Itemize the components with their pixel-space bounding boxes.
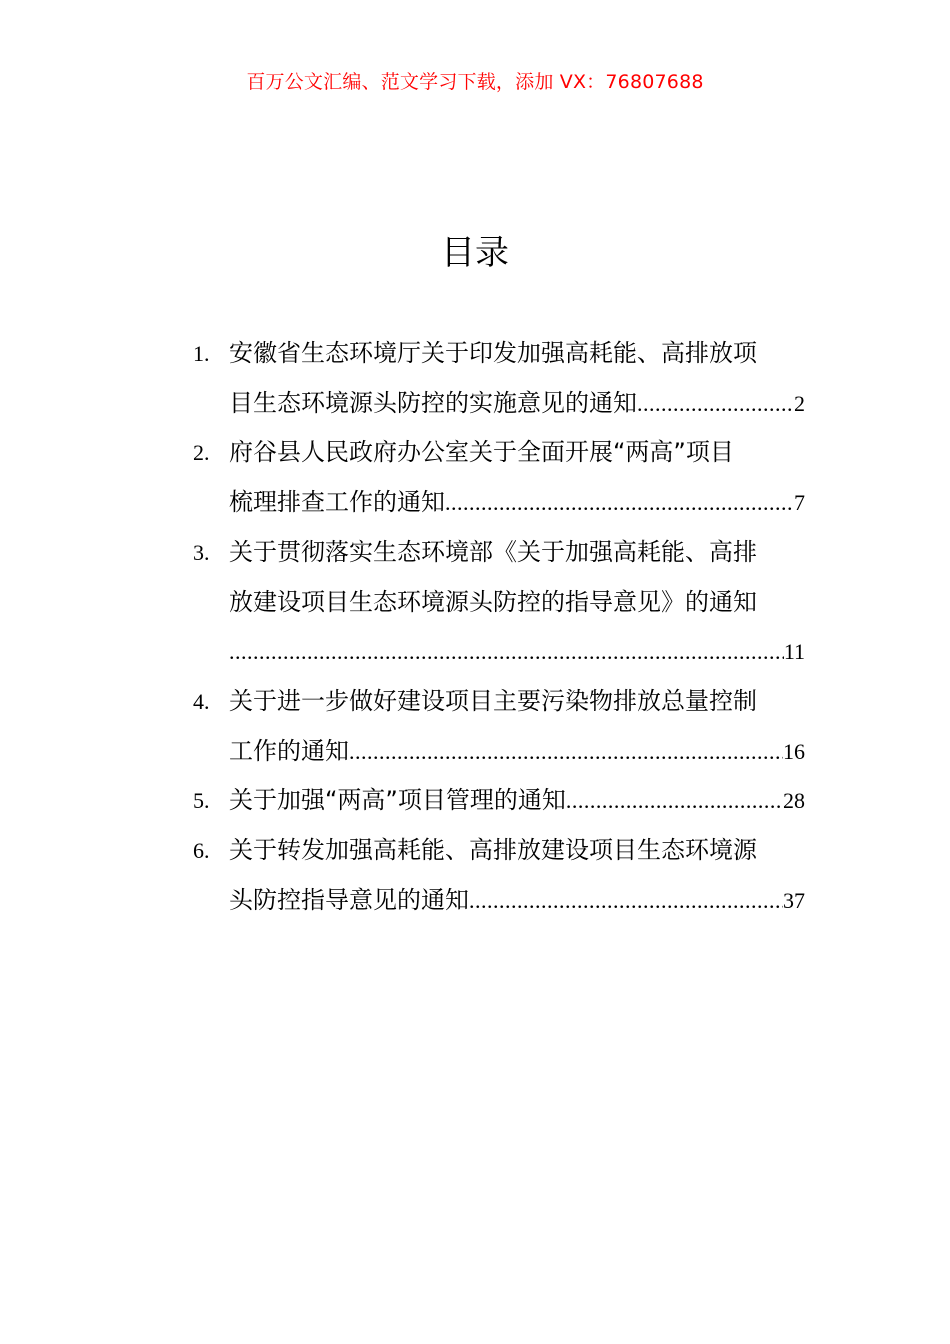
toc-dot-leader [566, 776, 783, 826]
toc-entry-text-line: 工作的通知 [229, 736, 349, 765]
toc-entry-number: 4. [193, 688, 210, 714]
toc-entry-number: 3. [193, 539, 210, 565]
toc-entry-last-line [229, 876, 805, 926]
toc-entry-2[interactable] [193, 428, 805, 527]
toc-entry-3[interactable] [193, 528, 805, 677]
toc-entry-text-line: 关于进一步做好建设项目主要污染物排放总量控制 [229, 686, 757, 715]
toc-entry-text-line: 安徽省生态环境厅关于印发加强高耗能、高排放项 [229, 339, 757, 367]
toc-entry-last-line [229, 379, 805, 429]
toc-entry-text-line: 目生态环境源头防控的实施意见的通知 [229, 388, 637, 417]
toc-entry-text-line: 关于转发加强高耗能、高排放建设项目生态环境源 [229, 836, 757, 865]
toc-dot-leader [469, 876, 783, 926]
toc-entry-1[interactable] [193, 329, 805, 428]
toc-entry-text-line: 关于贯彻落实生态环境部《关于加强高耗能、高排 [229, 537, 757, 566]
toc-entry-4[interactable] [193, 677, 805, 776]
toc-entry-text-line: 关于加强“两高”项目管理的通知 [229, 786, 566, 815]
toc-dot-leader [349, 727, 783, 777]
toc-dot-leader [445, 478, 794, 528]
toc-page-number: 37 [783, 887, 805, 913]
toc-entry-number: 6. [193, 838, 210, 864]
toc-entry-text-line: 府谷县人民政府办公室关于全面开展“两高”项目 [229, 438, 734, 467]
toc-entry-6[interactable] [193, 826, 805, 925]
toc-entry-number: 5. [193, 788, 210, 814]
toc-dot-leader [229, 627, 784, 677]
toc-entry-last-line [229, 727, 805, 777]
toc-entry-text-line: 放建设项目生态环境源头防控的指导意见》的通知 [229, 587, 757, 616]
toc-page-number: 28 [783, 788, 805, 814]
toc-entry-text-line: 梳理排查工作的通知 [229, 488, 445, 517]
toc-entry-last-line [229, 776, 805, 826]
toc-dot-leader [637, 379, 794, 429]
toc-page-number: 2 [794, 390, 805, 416]
toc-entry-number: 1. [193, 341, 210, 366]
toc-title: 目录 [441, 233, 509, 273]
toc-entry-5[interactable] [193, 776, 805, 826]
toc-page-number: 11 [783, 639, 805, 665]
toc-entry-text-line: 头防控指导意见的通知 [229, 885, 469, 914]
header-banner: 百万公文汇编、范文学习下载，添加 VX：76807688 [246, 71, 704, 93]
toc-entry-number: 2. [193, 440, 210, 466]
toc-page-number: 7 [794, 490, 805, 516]
toc-entry-last-line [229, 627, 805, 677]
toc-list [193, 329, 805, 925]
toc-entry-last-line [229, 478, 805, 528]
toc-page-number: 16 [783, 738, 805, 764]
